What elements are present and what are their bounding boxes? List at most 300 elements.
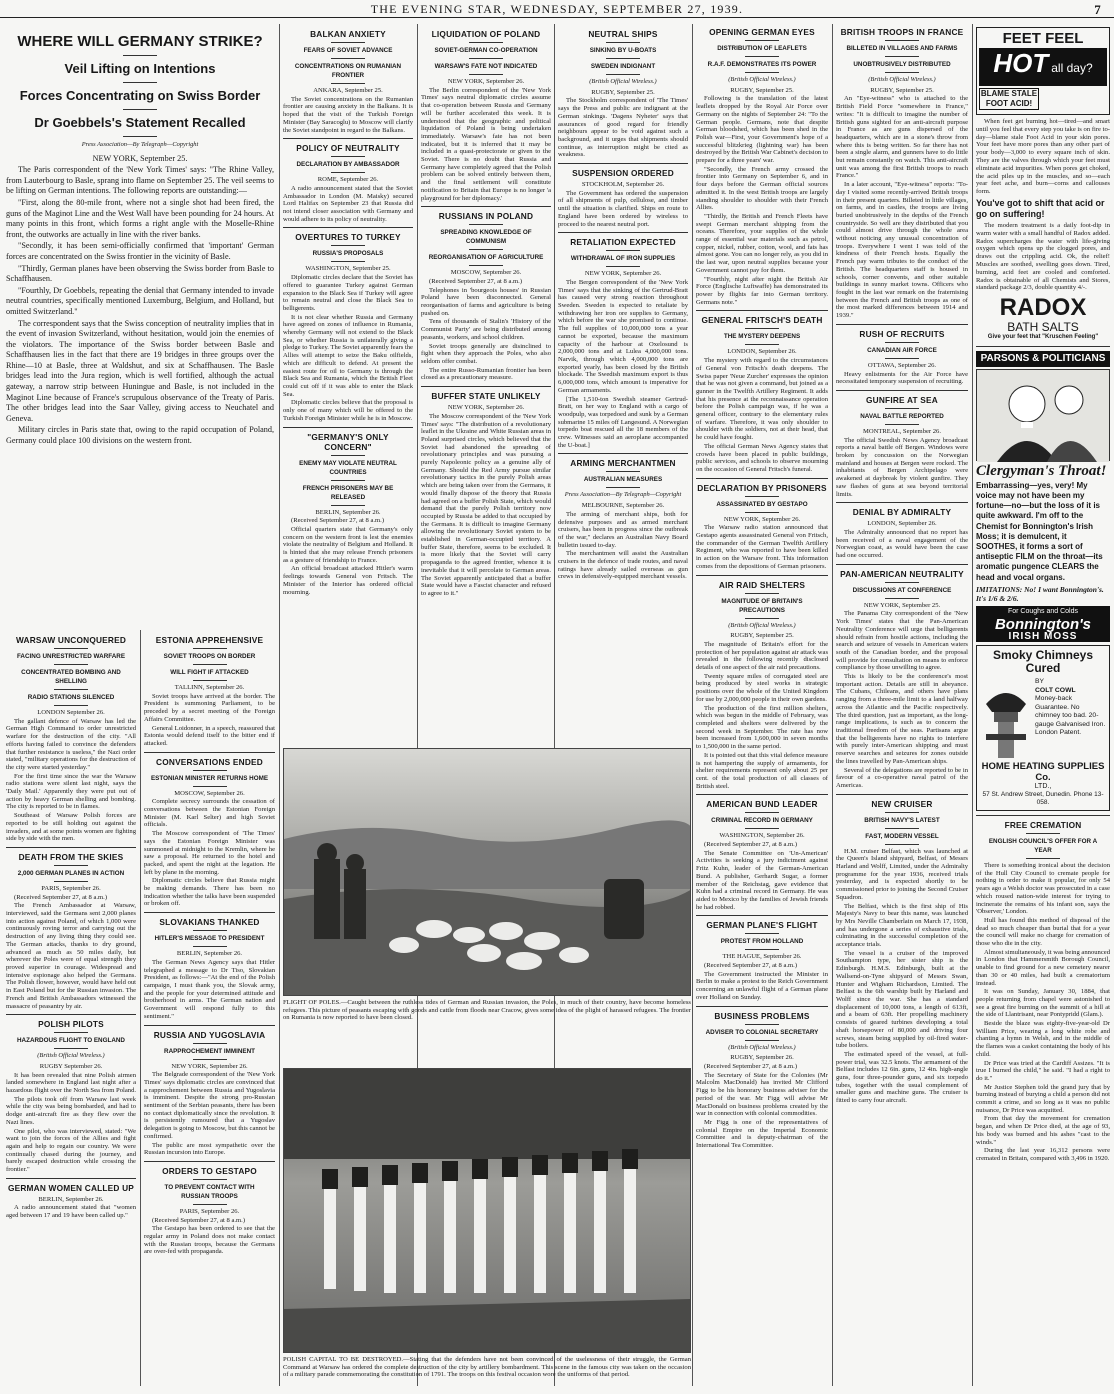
body-paragraph: Soviet troops generally are disinclined to fight when they approach the Poles, who also seldom offer combat. <box>421 342 551 365</box>
headline: DECLARATION BY PRISONERS <box>697 482 827 493</box>
body-paragraph: "Fourthly, Dr Goebbels, repeating the denial that Germany intended to invade neutral countries, specifically mentioned Luxemburg, Belgium, and Holland, but omitted Switzerland." <box>6 285 274 316</box>
body-paragraph: A radio announcement stated that the Soviet Ambassador in London (M. Maisky) secured Lord Halifax on September 23 that Russia did not intend closer association with Germany and would adhere to its policy of neutrality. <box>283 184 413 223</box>
masthead-title: THE EVENING STAR, WEDNESDAY, SEPTEMBER 27, 1939. <box>370 2 744 16</box>
body-paragraph: It has been revealed that nine Polish airmen landed somewhere in England last night after a hazardous flight over the North Sea from Poland. <box>6 1071 136 1095</box>
headline-rule <box>331 480 365 481</box>
subheadline: SWEDEN INDIGNANT <box>590 63 656 70</box>
headline-rule <box>193 680 227 681</box>
article-divider <box>836 390 968 391</box>
body-paragraph: Mr Figg is one of the representatives of colonial Empire on the Imperial Economic Committee and is deputy-chairman of the International Tea Committee. <box>696 1118 828 1150</box>
body-paragraph: The Government instructed the Minister in Berlin to make a protest to the Reich Government concerning an unlawful flight of a German plane over Holland on Sunday. <box>696 970 828 1001</box>
headline: BUFFER STATE UNLIKELY <box>431 391 541 402</box>
article-divider <box>283 227 413 228</box>
body-paragraph: [The 1,510-ton Swedish steamer Gertrud-Bratt, on her way to England with a cargo of woodpulp, was torpedoed and sunk by a German submarine 15 miles off Langesund. A Norwegian torpedo boat rescued all the 18 members of the crew. Witnesses said an aeroplane accompanied the U-boat.] <box>558 395 688 449</box>
headline: DENIAL BY ADMIRALTY <box>852 507 952 518</box>
body-paragraph: (Received September 27, at 8 a.m.) <box>704 1062 798 1070</box>
bonnington-irish-moss: IRISH MOSS <box>1008 630 1078 642</box>
dateline: WASHINGTON, September 25. <box>305 265 391 273</box>
headline-rule <box>123 136 157 137</box>
dateline: PARIS, September 26. <box>41 884 101 892</box>
headline-rule <box>745 933 779 934</box>
body-paragraph: Official quarters state that Germany's only concern on the western front is lest the enemies violate the neutrality of Belgium and Holland. It is hinted that she may release French prisoners as a gesture of friendship to France. <box>283 525 413 564</box>
body-paragraph: Hull has found this method of disposal of the dead so much cheaper than burial that for a year the council will make no charge for cremation of those who die in the city. <box>976 916 1110 948</box>
subheadline: MAGNITUDE OF BRITAIN'S PRECAUTIONS <box>721 597 803 614</box>
dateline: STOCKHOLM, September 26. <box>581 181 665 189</box>
headline-rule <box>885 358 919 359</box>
article <box>283 138 413 223</box>
body-paragraph: Diplomatic circles declare that the Soviet has offered to guarantee Turkey against German expansion to the Black Sea if Turkey will agree to remain neutral and close the Black Sea to belligerents. <box>283 274 413 312</box>
headline-rule <box>885 40 919 41</box>
body-paragraph: A radio announcement stated that "women aged between 17 and 19 have been called up." <box>6 1204 136 1220</box>
headline: OVERTURES TO TURKEY <box>295 232 401 243</box>
refugees-photo <box>283 748 691 996</box>
headline-rule <box>606 266 640 267</box>
article <box>421 386 551 598</box>
dateline: MOSCOW, September 26. <box>174 789 245 797</box>
article <box>421 206 551 382</box>
headline-rule <box>745 618 779 619</box>
subheadline: FACING UNRESTRICTED WARFARE <box>16 653 126 660</box>
dateline: LONDON, September 26. <box>867 520 937 528</box>
subheadline: CONCENTRATIONS ON RUMANIAN FRONTIER <box>294 63 402 79</box>
article <box>696 1006 828 1150</box>
dateline: BERLIN, September 26. <box>315 508 381 516</box>
column-6 <box>836 24 968 1386</box>
body-paragraph: "Thirdly, the British and French Fleets have swept German merchant shipping from the oceans. Therefore, your supplies of the whole range of essential war materials such as petrol, copper, nickel, rubber, cotton, wool, and fats has almost gone. You can no longer rely, as you did in the last war, upon neutral supplies because your Government cannot pay for them. <box>696 212 828 274</box>
headline: GERMAN WOMEN CALLED UP <box>7 1182 135 1193</box>
article-divider <box>6 847 136 848</box>
body-paragraph: The Belgrade correspondent of the 'New York Times' says diplomatic circles are convinced that a rapprochement between Russia and Yugoslavia is imminent. Despite the strong pro-Russian sentiment of the Serbian peasants, there has been no contact diplomatically since the revolution. It is persistently rumoured that a Yugoslav delegation is going to Moscow, but this cannot be confirmed. <box>144 1071 275 1140</box>
article <box>283 227 413 422</box>
cowl-guarantee: Money-back Guarantee. No chimney too bad. 20-gauge Galvanised Iron. London Patent. <box>1035 695 1106 737</box>
headline-rule <box>123 82 157 83</box>
subheadline: ADVISER TO COLONIAL SECRETARY <box>705 1028 819 1036</box>
subheadline: WILL FIGHT IF ATTACKED <box>170 669 249 676</box>
dateline: RUGBY, September 25. <box>870 86 934 94</box>
article <box>558 29 688 159</box>
article-divider <box>6 1014 136 1015</box>
column-2-upper <box>283 26 413 626</box>
ad-hot: HOT <box>993 48 1049 78</box>
article <box>836 564 968 790</box>
body-paragraph: "Fourthly, night after night the British Air Force (Englische Luftwaffe) has demonstrated its power by flights far into German territory. Germans note." <box>696 275 828 306</box>
parade-photo-image <box>284 1069 691 1353</box>
supplier-address: 57 St. Andrew Street, Dunedin. Phone 13-058. <box>982 790 1104 806</box>
credit-line: (British Official Wireless.) <box>868 76 936 83</box>
dateline: NEW YORK, September 25. <box>92 153 188 163</box>
body-paragraph: The entire Russo-Rumanian frontier has been closed as a precautionary measure. <box>421 366 551 382</box>
headline-rule <box>745 56 779 57</box>
headline-rule <box>885 812 919 813</box>
body-paragraph: It is pointed out that this vital defence measure is not hampering the supply of armaments, for shelter requirements represent only about 25 per cent. of the total production of all classes of British steel. <box>696 751 828 790</box>
subheadline: DECLARATION BY AMBASSADOR <box>296 161 400 169</box>
body-paragraph: Diplomatic circles believe that the proposal is only one of many which will be offered to the Turkish Foreign Minister while he is in Moscow. <box>283 399 413 422</box>
body-paragraph: (Received September 27, at 8 a.m.) <box>152 1216 246 1224</box>
dateline: NEW YORK, September 26. <box>584 270 662 278</box>
subheadline: FEARS OF SOVIET ADVANCE <box>303 47 393 54</box>
article-divider <box>696 575 828 576</box>
article-divider <box>836 564 968 565</box>
dateline: WASHINGTON, September 26. <box>719 832 805 840</box>
article <box>283 427 413 597</box>
colt-cowl-advertisement <box>976 645 1110 811</box>
article <box>144 1161 275 1256</box>
parade-photo <box>283 1068 691 1353</box>
body-paragraph: "Secondly, the French army crossed the frontier into Germany on September 6, and in four days before the German official sources admitted it. In the west British troops are largely standing shoulder to shoulder with their French Allies. <box>696 165 828 212</box>
subheadline: THE MYSTERY DEEPENS <box>723 333 801 341</box>
body-paragraph: Soviet troops have arrived at the border. The President is summoning Parliament, to be preceded by a secret meeting of the Foreign Affairs Committee. <box>144 692 275 723</box>
headline: LIQUIDATION OF POLAND <box>431 29 541 39</box>
radox-tagline: Give your feet that "Kruschen Feeling" <box>987 334 1099 341</box>
headline-rule <box>1026 833 1060 834</box>
body-paragraph: This is likely to be the conference's most important action. Details are still in abeyance. The Cubans, Chileans, and others have plans ranging from a three-mile limit to a land halfway across the Atlantic and the Pacific respectively. The third question, just as important, as the long-range implications, is such as to concern the traditional freedom of the seas. Partisans argue that the belligerents have no rights to interfere with purely inter-American shipping and must reserve searches and seizures for zones outside the lines travelled by Pan-American ships. <box>836 673 968 765</box>
article <box>421 29 551 202</box>
article <box>696 27 828 306</box>
article-divider <box>696 794 828 795</box>
headline: CONVERSATIONS ENDED <box>156 756 263 767</box>
body-paragraph: The mystery with regard to the circumstances of General von Fritsch's death deepens. The Swiss paper 'Neue Zurcher' expresses the opinion that he was not given a command, but joined as a gunner in the Twelfth Artillery Regiment. It adds that his presence at the reconnaissance operation before the Polish campaign was, if he was a general officer, contrary to the elementary rules of warfare. Therefore, it was only shoulder to shoulder with the soldiers, not at their head, that he could have fought. <box>696 357 828 442</box>
body-paragraph: The correspondent says that the Swiss conception of neutrality implies that in the event of invasion Switzerland, without hesitation, would join the enemies of the violators. The importance of the Swiss border between Basle and Schaffhausen lies in the fact that there are 19 bridges in three groups over the Rhine—10 at Basle, three at Waldshut, and six at Schaffhausen. The Basle bridges lead into the Jura region, which is well fortified, although the actual gateway, a narrow strip between Huningue and Basle, is not included in the Maginot Line because of France's scrupulous observance of the Treaty of Paris. The other bridges lead into the Saar Valley, giving access to Neuchatel and Geneva. <box>6 318 274 423</box>
headline-rule <box>745 828 779 829</box>
headline-rule <box>469 58 503 59</box>
body-paragraph: The Warsaw radio station announced that Gestapo agents assassinated General von Fritsch, the commander of the German Twelfth Artillery Regiment, who was reported to have been killed in action on the Warsaw front. This information comes from the depositions of German prisoners. <box>696 524 828 570</box>
subheadline: Forces Concentrating on Swiss Border <box>19 88 261 103</box>
column-rule <box>972 24 973 1386</box>
headline: RUSH OF RECRUITS <box>859 328 945 339</box>
body-paragraph: Mr Justice Stephen told the grand jury that by burning instead of burying a child a person did not commit a crime, and so long as it was no public nuisance, Dr Price was acquitted. <box>976 1083 1110 1114</box>
subheadline: R.A.F. DEMONSTRATES ITS POWER <box>707 61 817 68</box>
subheadline: RADIO STATIONS SILENCED <box>27 694 115 701</box>
headline: SLOVAKIANS THANKED <box>159 917 260 928</box>
clergyman-headline: Clergyman's Throat! <box>976 462 1107 479</box>
body-paragraph: An official broadcast attacked Hitler's warm feelings towards General von Fritsch. The Minister of the Interior has ordered official mourning. <box>283 565 413 596</box>
dateline: RUGBY, September 26. <box>730 1054 794 1062</box>
headline-rule <box>193 648 227 649</box>
body-paragraph: An "Eye-witness" who is attached to the British Field Force "somewhere in France," writes: "It is difficult to imagine the number of British guns sighted for an anti-aircraft purpose in France as are guns dispersed of the headquarters, which are in a stone's throw from where this is being written. So far there has not been a single alarm, and gunners have to do little but remain constantly on watch. This anti-aircraft unit was among the first British troops to reach France." <box>836 95 968 180</box>
body-paragraph: It is not clear whether Russia and Germany have agreed on zones of influence in Rumania, whereby Germany will not extend to the Black Sea, or whether Russia is unilaterally giving a pledge to Turkey. The Soviet apparently fears the Allies will attempt to seize the Baku oilfields, which are difficult to defend. At present the easiest route for oil to Germany is through the Black Sea and Rumania, which the British Fleet could cut off if it was able to enter the Black Sea. <box>283 313 413 398</box>
headline-rule <box>331 172 365 173</box>
body-paragraph: Telephones in 'bourgeois houses' in Russian Poland have been disconnected. General reorganisation of farms and agriculture is being pushed on. <box>421 286 551 317</box>
headline-rule <box>54 865 88 866</box>
headline-rule <box>745 593 779 594</box>
credit-line: (British Official Wireless.) <box>37 1052 105 1060</box>
headline: DEATH FROM THE SKIES <box>18 851 124 862</box>
column-3 <box>421 26 551 746</box>
headline-rule <box>331 505 365 506</box>
body-paragraph: The public are most sympathetic over the Russian incursion into Europe. <box>144 1141 275 1157</box>
body-paragraph: From that day the movement for cremation began, and when Dr Price died, at the age of 93, his body was burned and his ashes "cast to the winds." <box>976 1115 1110 1146</box>
chimney-illustration <box>980 678 1032 758</box>
article-divider <box>283 138 413 139</box>
article <box>6 635 136 843</box>
subheadline: Dr Goebbels's Statement Recalled <box>34 115 246 130</box>
headline: SUSPENSION ORDERED <box>572 168 674 179</box>
article <box>144 912 275 1020</box>
body-paragraph: One pilot, who was interviewed, stated: "We want to join the forces of the Allies and fight again and help to regain our country. We were continually chased during the journey, and barely escaped destruction while crossing the frontier." <box>6 1127 136 1174</box>
headline-rule <box>606 250 640 251</box>
headline-rule <box>469 265 503 266</box>
article-divider <box>558 232 688 233</box>
chimney-cowl-icon <box>980 678 1032 758</box>
headline: BUSINESS PROBLEMS <box>714 1010 810 1021</box>
body-paragraph: (Received September 27, at 8 a.m.) <box>14 893 108 901</box>
headline-rule <box>54 1048 88 1049</box>
headline: FREE CREMATION <box>1004 819 1082 830</box>
credit-line: (British Official Wireless.) <box>728 1043 796 1051</box>
headline-rule <box>745 512 779 513</box>
article-divider <box>836 794 968 795</box>
article-divider <box>144 1161 275 1162</box>
column-rule <box>279 24 280 1386</box>
body-paragraph: Military circles in Paris state that, owing to the rapid occupation of Poland, Germany could place 100 divisions on the western front. <box>6 425 274 446</box>
subheadline: 2,000 GERMAN PLANES IN ACTION <box>17 869 125 877</box>
headline: ORDERS TO GESTAPO <box>162 1165 257 1176</box>
article <box>144 635 275 748</box>
subheadline: PROTEST FROM HOLLAND <box>720 938 804 946</box>
body-paragraph: The vessel is a cruiser of the improved Southampton type, her sister ship is the Edinburgh. H.M.S. Edinburgh, built at the Wallsend-on-Tyne shipyard of Messrs Swan, Hunter and Wigham Richardson, Limited. The Belfast is the 6th warship built by Harland and Wolff since the war. She has a standard displacement of 10,000 tons, a length of 613ft, and a beam of 63ft. Her propelling machinery consists of geared turbines developing a total shaft horsepower of 80,000 and driving four screws, steam being supplied by oil-fired water-tube boilers. <box>836 949 968 1050</box>
headline-rule <box>331 42 365 43</box>
refugees-photo-caption: FLIGHT OF POLES.—Caught between the ruthless tides of German and Russian invasion, the Poles, in much of their country, have become homeless refugees. This picture of peasants escaping with goods and cattle from floods near Cracow, gives some idea of the plight of harassed refugees. The frontier on Rumania is now reported to have been closed. <box>283 999 691 1022</box>
page-number: 7 <box>1094 2 1102 17</box>
subheadline: DISTRIBUTION OF LEAFLETS <box>717 45 807 52</box>
headline-rule <box>469 224 503 225</box>
body-paragraph: The Panama City correspondent of the 'New York Times' states that the Pan-American Neutrality Conference will urge that belligerents should refrain from hostile actions, including the search and seizure of vessels in American waters south of the Canadian border, and the proposal will provide for consultation on means to enforce compliance by those unwilling to agree. <box>836 610 968 672</box>
subheadline: HAZARDOUS FLIGHT TO ENGLAND <box>17 1037 125 1045</box>
column-rule <box>140 630 141 1386</box>
article <box>696 478 828 571</box>
headline-rule <box>331 245 365 246</box>
dateline: LONDON, September 26. <box>727 348 797 356</box>
cowl-row <box>980 678 1106 758</box>
body-paragraph: The production of the first million shelters, which was begun in the middle of February, was completed and shelters were delivered by the second week in September. The rate has now been increased from 1,600,000 in seven months to 1,500,000 in the same period. <box>696 704 828 751</box>
headline-rule <box>193 946 227 947</box>
headline-rule <box>885 598 919 599</box>
article-divider <box>558 453 688 454</box>
ad-body: When feet get burning hot—tired—and smart until you feel that every step you take is on fire to-day—blame stale Foot Acid in your skin pores. Your feet have more pores than any other part of your body—3,000 to every square inch of skin. They are the valves through which your feet must eliminate acid impurities. When pores get choked, the acid piles up in the muscles, and so—each year feet ache, and burn—corns and callouses form. <box>976 118 1110 196</box>
headline-rule <box>745 496 779 497</box>
headline-rule <box>193 1179 227 1180</box>
article <box>144 1025 275 1157</box>
dateline: NEW YORK, September 26. <box>723 515 801 523</box>
supplier-name: HOME HEATING SUPPLIES Co. <box>981 761 1105 784</box>
headline-rule <box>885 342 919 343</box>
headline-rule <box>469 42 503 43</box>
subheadline: UNOBTRUSIVELY DISTRIBUTED <box>853 61 951 68</box>
article-divider <box>696 1006 828 1007</box>
headline-rule <box>54 664 88 665</box>
headline: ARMING MERCHANTMEN <box>570 458 676 469</box>
column-2-lower <box>144 632 275 1386</box>
cowl-text <box>1035 678 1106 758</box>
subheadline: AUSTRALIAN MEASURES <box>583 476 663 484</box>
subheadline: CANADIAN AIR FORCE <box>867 346 937 354</box>
body-paragraph: The estimated speed of the vessel, at full-power trial, was 32.5 knots. The armament of the Belfast includes 12 6in. guns, 12 4in. high-angle guns, four three-pounder guns, and six torpedo tubes, together with the usual complement of smaller guns and machine guns. The cruiser is fitted to carry four aircraft. <box>836 1050 968 1105</box>
article <box>836 27 968 320</box>
article-divider <box>283 427 413 428</box>
article-divider <box>558 163 688 164</box>
subheadline: SPREADING KNOWLEDGE OF COMMUNISM <box>440 229 532 246</box>
headline: RUSSIANS IN POLAND <box>438 211 534 222</box>
body-paragraph: The gallant defence of Warsaw has led the German High Command to order unrestricted warfare for the destruction of the city. "All efforts having failed to convince the defenders that further resistance is useless," the Nazi order stated, "military operations for the destruction of the city were started yesterday." <box>6 717 136 771</box>
cowl-headline: Smoky Chimneys Cured <box>992 648 1094 676</box>
bonnington-name: Bonnington's <box>994 615 1092 633</box>
credit-line: Press Association—By Telegraph—Copyright <box>81 141 199 148</box>
dateline: NEW YORK, September 26. <box>171 1062 248 1070</box>
body-paragraph: Several of the delegations are reported to be in favour of a co-operative naval patrol of the Americas. <box>836 766 968 789</box>
dateline: NEW YORK, September 25. <box>863 601 941 609</box>
headline-rule <box>885 844 919 845</box>
body-paragraph: (Received September 27, at 8 a.m.) <box>704 962 798 970</box>
body-paragraph: The Secretary of State for the Colonies (Mr Malcolm MacDonald) has invited Mr Clifford Figg to be his honorary business adviser for the period of the war. Mr Figg will advise Mr MacDonald on business problems created by the war in connection with colonial commodities. <box>696 1071 828 1118</box>
ad-all-day: all day? <box>1051 61 1093 75</box>
bonnington-body: Embarrassing—yes, very! My voice may not have been my fortune—no—but the loss of it is quite awkward. I'm off to the Chemist for Bonnington's Irish Moss; it is demulcent, it SOOTHES, it forms a sort of antiseptic FILM on the throat—its aromatic pungence CLEARS the head and vocal organs. <box>976 480 1103 582</box>
body-paragraph: The Government has ordered the suspension of all shipments of pulp, cellulose, and timber until the situation is clarified. Ships en route to England have been ordered by wireless to proceed to the nearest neutral port. <box>558 189 688 228</box>
headline: GERMAN PLANE'S FLIGHT <box>706 920 818 931</box>
ad-hot-banner <box>979 48 1107 86</box>
subheadline: RUSSIA'S PROPOSALS <box>312 250 384 258</box>
headline: BALKAN ANXIETY <box>310 29 386 39</box>
parade-photo-caption: POLISH CAPITAL TO BE DESTROYED.—Stating that the defenders have not been convinced of the uselessness of their struggle, the German Command at Warsaw has ordered the complete destruction of the city by artillery bombardment. This scene in the famous city was taken on the occasion of a military parade commemorating the constitution of 1791. The troops on this festival occasion wore the uniforms of that period. <box>283 1356 691 1379</box>
headline-rule <box>123 55 157 56</box>
article-divider <box>144 1025 275 1026</box>
headline-rule <box>469 74 503 75</box>
body-paragraph: The Moscow correspondent of the 'New York Times' says: "The distribution of a revolutionary leaflet in the Ukraine and White Russian areas in Poland surprised circles, which believed that the Soviet had abandoned the spreading of revolutionary principles and was pursuing a purely Napoleonic policy as a genuine ally of Germany. Should the Red Army pursue similar revolutionary tactics in the purely Polish areas which are being taken over from the Germans, it would finally dispose of the theory that Russia had agreed on a buffer Polish State, which would demand that the purely Polish territory now occupied by Russia be added to that occupied by the Germans. It is difficult to imagine Germany allowing the revolutionary Soviet system to be established in German-occupied territory. A buffer State, therefore, seems to be excluded. It is more likely that the Soviet will carry propaganda to the agreed frontier, whence it is inevitable that it will percolate to German areas. The Soviet apparently anticipated that a buffer State would have a Fascist character and refused to agree to it." <box>421 412 551 597</box>
article <box>283 29 413 134</box>
headline: NEW CRUISER <box>871 798 933 809</box>
article-divider <box>836 502 968 503</box>
column-7 <box>976 24 1110 1386</box>
article <box>558 453 688 581</box>
article <box>976 815 1110 1163</box>
body-paragraph: The Stockholm correspondent of 'The Times' says the Press and public are indignant at the German sinkings. 'Dagens Nyheter' says that assurances of good regard for friendly neighbours appear to be void against such a background, and it urges that shipments should continue, as interruption might be cited as weakness. <box>558 97 688 159</box>
article <box>6 1178 136 1220</box>
headline-rule <box>606 58 640 59</box>
body-paragraph: The Bergen correspondent of the 'New York Times' says that the sinking of the Gertrud-Bratt has caused very strong reaction throughout Sweden. Sweden is expected to retaliate by withdrawing her iron ore supplies to Germany, which before the war she promised to continue. The full supplies of 10,000,000 tons a year cannot be exported, because the maximum capacity of the harbour at Oxelosund is 2,000,000 tons and at Lulea 4,000,000 tons. Narvik, through which 4,000,000 tons are exported yearly, has been closed by the British blockade. The Swedish maximum export is thus 6,000,000 tons, which amount is imperative for German armaments. <box>558 278 688 394</box>
article <box>696 310 828 473</box>
dateline: TALLINN, September 26. <box>174 684 245 691</box>
dateline: NEW YORK, September 26. <box>447 78 525 85</box>
article <box>836 324 968 386</box>
body-paragraph: "Thirdly, German planes have been observing the Swiss border from Basle to Schaffhausen. <box>6 263 274 284</box>
body-paragraph: "Secondly, it has been semi-officially confirmed that 'important' German forces are concentrated on the Swiss frontier in the vicinity of Basle. <box>6 241 274 261</box>
headline-rule <box>885 72 919 73</box>
subheadline: HITLER'S MESSAGE TO PRESIDENT <box>154 935 265 943</box>
subheadline: SOVIET-GERMAN CO-OPERATION <box>434 47 538 54</box>
headline-rule <box>54 689 88 690</box>
headline-rule <box>469 249 503 250</box>
subheadline: RAPPROCHEMENT IMMINENT <box>164 1047 255 1055</box>
body-paragraph: Beside the blaze was eighty-five-year-old Dr William Price, wearing a long white robe and chanting a hymn in Welsh, and in the middle of the flames was a casket containing the body of his child. <box>976 1020 1110 1058</box>
body-paragraph: Tens of thousands of Stalin's 'History of the Communist Party' are being distributed among peasants, workers, and school children. <box>421 318 551 341</box>
supplier-ltd: LTD., <box>1034 783 1052 791</box>
headline: GUNFIRE AT SEA <box>866 394 938 405</box>
column-rule <box>692 24 693 1386</box>
headline-rule <box>193 664 227 665</box>
subheadline: WARSAW'S FATE NOT INDICATED <box>434 63 538 70</box>
headline-rule <box>885 408 919 409</box>
body-paragraph: The arming of merchant ships, both for defensive purposes and as armed merchant cruisers, has been in progress since the outbreak of the war," declares an Australian Navy Board bulletin issued to-day. <box>558 510 688 549</box>
headline: BRITISH TROOPS IN FRANCE <box>840 27 964 37</box>
body-paragraph: The official Swedish News Agency broadcast reports a naval battle off Bergen. Windows were broken by concussion on the Norwegian mainland and houses at Bergen were rocked. The inhabitants of Bergen Archipelago were awakened at daybreak by violent gunfire. They saw flashes of guns at sea beyond territorial limits. <box>836 436 968 498</box>
headline-rule <box>331 83 365 84</box>
headline-rule <box>885 582 919 583</box>
subheadline: ASSASSINATED BY GESTAPO <box>716 500 808 508</box>
bonnington-banner: PARSONS & POLITICIANS <box>976 351 1110 367</box>
headline: POLISH PILOTS <box>38 1019 104 1030</box>
body-paragraph: Almost simultaneously, it was being announced in London that Hammersmith Borough Council, unable to find ground for a new cemetery nearer than 30 or 40 miles, had built a crematorium instead. <box>976 948 1110 987</box>
body-paragraph: Diplomatic circles believe that Russia might be making demands. There has been no indication whether the talks have been suspended or broken off. <box>144 877 275 908</box>
subheadline: TO PREVENT CONTACT WITH RUSSIAN TROOPS <box>164 1183 255 1200</box>
body-paragraph: During the last year 16,312 persons were cremated in Britain, compared with 3,496 in 1920. <box>976 1147 1110 1162</box>
article <box>6 1014 136 1174</box>
headline-rule <box>745 1024 779 1025</box>
article <box>558 232 688 449</box>
body-paragraph: There is something ironical about the decision of the Hull City Council to cremate people for nothing in order to make it popular, for only 54 years ago a Welsh doctor was prosecuted in a case which roused nation-wide interest for trying to incinerate the remains of his infant son, says the 'Observer,' London. <box>976 861 1110 916</box>
column-rule <box>832 24 833 1386</box>
subheadline: SOVIET TROOPS ON BORDER <box>163 653 256 660</box>
headline-rule <box>745 72 779 73</box>
credit-line: (British Official Wireless.) <box>728 621 796 629</box>
headline: PAN-AMERICAN NEUTRALITY <box>840 568 964 579</box>
column-5 <box>696 24 828 1386</box>
column-1-lower <box>6 632 136 1386</box>
headline-rule <box>193 1059 227 1060</box>
body-paragraph: The merchantmen will assist the Australian cruisers in the defence of trade routes, and naval ratings have already sailed overseas as gun crews in defensively-equipped merchant vessels. <box>558 550 688 581</box>
body-paragraph: The magnitude of Britain's effort for the protection of her population against air attack was revealed in the following recently disclosed details of one aspect of the air raid precautions. <box>696 640 828 672</box>
body-paragraph: Southeast of Warsaw Polish forces are reported to be still holding out against the invaders, and at some points women are fighting side by side with the men. <box>6 812 136 843</box>
article-divider <box>421 206 551 207</box>
dateline: BERLIN, September 26. <box>38 1195 104 1203</box>
imitations-line: IMITATIONS: No! I want Bonnington's. It's 1/6 & 2/6. <box>976 584 1104 603</box>
subheadline: SINKING BY U-BOATS <box>589 47 657 54</box>
dateline: RUGBY, September 25. <box>730 86 794 94</box>
headline-rule <box>54 648 88 649</box>
ad-headline: FEET FEEL <box>1002 30 1084 47</box>
subheadline: ENGLISH COUNCIL'S OFFER FOR A YEAR <box>988 837 1098 854</box>
headline-rule <box>331 261 365 262</box>
headline-rule <box>331 455 365 456</box>
body-paragraph: (Received September 27, at 8 a.m.) <box>429 277 523 285</box>
headline-rule <box>745 812 779 813</box>
body-paragraph: The German News Agency says that Hitler telegraphed a message to Dr Tiso, Slovakian President, as follows:—"At the end of the Polish campaign, I must thank you, the Slovak army, and the people for your determined attitude and brotherhood in arms. The German nation and Government will respond fully to this sentiment." <box>144 958 275 1020</box>
dateline: BERLIN, September 26. <box>176 950 243 958</box>
body-paragraph: The Berlin correspondent of the 'New York Times' says neutral diplomatic circles assume that co-operation between Russia and Germany will be further accelerated this week. It is understood that the geographic and political liquidation of Poland is being undertaken immediately. Warsaw's fate has not been indicated, but it is inferred that it may be included in a quasi-protectorate or given to the Soviet. There is no doubt that Russia and Germany have completely agreed that the Polish problem can be solved entirely between them, and the final settlement will constitute notification to Britain that Europe is no longer 'a playground for her diplomacy.' <box>421 86 551 202</box>
headline-rule <box>606 471 640 472</box>
subheadline: Veil Lifting on Intentions <box>64 61 216 76</box>
subheadline: ENEMY MAY VIOLATE NEUTRAL COUNTRIES <box>299 459 397 476</box>
dateline: RUGBY September 26. <box>39 1062 103 1070</box>
body-paragraph: Complete secrecy surrounds the cessation of conversations between the Estonian Foreign Minister (M. Karl Selter) and high Soviet officials. <box>144 798 275 829</box>
headline-rule <box>885 828 919 829</box>
subheadline: NAVAL BATTLE REPORTED <box>860 412 944 420</box>
headline-rule <box>193 770 227 771</box>
headline-rule <box>331 58 365 59</box>
lead-article-column <box>6 26 274 626</box>
credit-line: Press Association—By Telegraph—Copyright <box>564 491 682 499</box>
headline-rule <box>885 56 919 57</box>
dateline: MONTREAL, September 26. <box>862 427 941 435</box>
article <box>836 390 968 498</box>
article-divider <box>696 915 828 916</box>
body-paragraph: It was on Sunday, January 30, 1884, that people returning from chapel were astonished to see a great fire burning on the summit of a hill at the side of Llantrisant, near Pontypridd (Glam.). <box>976 988 1110 1019</box>
headline-rule <box>606 42 640 43</box>
headline: AMERICAN BUND LEADER <box>706 799 818 810</box>
subheadline: DISCUSSIONS AT CONFERENCE <box>852 586 952 594</box>
headline-rule <box>193 1204 227 1205</box>
article-divider <box>836 324 968 325</box>
article <box>6 32 274 447</box>
body-paragraph: The Gestapo has been ordered to see that the regular army in Poland does not make contact with the Russian troops, because the Germans are over-fed with propaganda. <box>144 1225 275 1256</box>
